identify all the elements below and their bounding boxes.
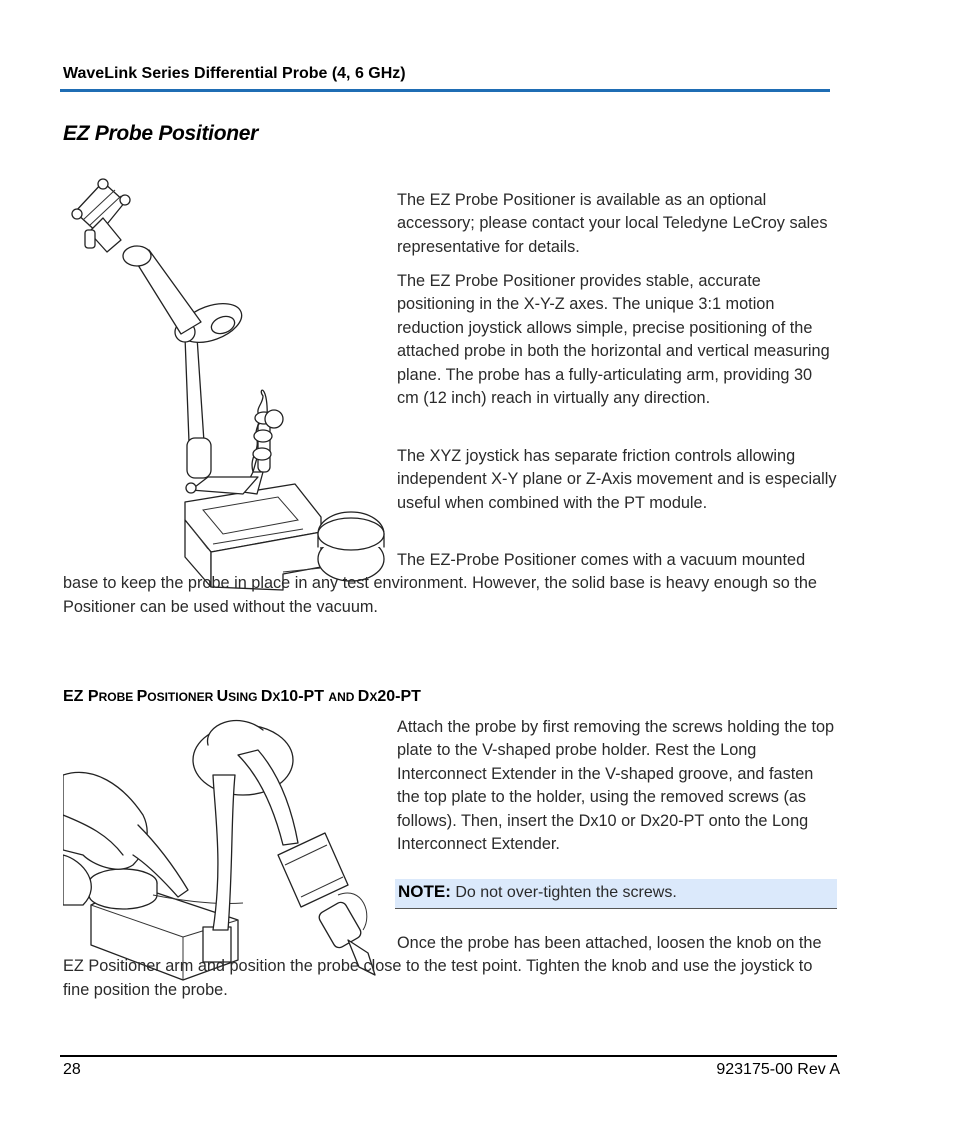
intro-paragraph: The EZ Probe Positioner is available as an optional accessory; please contact your local Teledyne LeCroy sales representative for details. <box>397 191 828 256</box>
joystick-paragraph: The XYZ joystick has separate friction controls allowing independent X-Y plane or Z-Axis movement and is especially useful when combined with the PT module. <box>397 447 837 512</box>
attach-paragraph: Attach the probe by first removing the screws holding the top plate to the V-shaped probe holder. Rest the Long Interconnect Extender in the V-shaped groove, and fasten the top plate to the holder, using the removed screws (as follows). Then, insert the Dx10 or Dx20-PT onto the Long Interconnect Extender. <box>397 718 835 854</box>
position-paragraph: Once the probe has been attached, loosen the knob on the EZ Positioner arm and position the probe close to the test point. Tighten the knob and use the joystick to fine position the probe. <box>63 934 822 999</box>
running-header: WaveLink Series Differential Probe (4, 6 GHz) <box>63 65 406 82</box>
note-label: NOTE: <box>398 882 451 901</box>
subsection-title: EZ PROBE POSITIONER USING DX10-PT AND DX20-PT <box>63 688 421 705</box>
section-title: EZ Probe Positioner <box>63 122 258 145</box>
positioning-paragraph: The EZ Probe Positioner provides stable, accurate positioning in the X-Y-Z axes. The unique 3:1 motion reduction joystick allows simple, precise positioning of the attached probe in both the horizontal and vertical measuring plane. The probe has a fully-articulating arm, providing 30 cm (12 inch) reach in virtually any direction. <box>397 272 830 408</box>
vacuum-paragraph: The EZ-Probe Positioner comes with a vacuum mounted base to keep the probe in place in any test environment. However, the solid base is heavy enough so the Positioner can be used without the vacuum. <box>63 551 817 616</box>
note-callout <box>395 879 837 909</box>
page-number: 28 <box>63 1061 81 1078</box>
header-rule <box>60 89 830 92</box>
footer-rule <box>60 1055 837 1057</box>
ez-positioner-illustration <box>63 172 385 602</box>
document-id: 923175-00 Rev A <box>716 1061 840 1078</box>
note-text: Do not over-tighten the screws. <box>455 884 677 901</box>
